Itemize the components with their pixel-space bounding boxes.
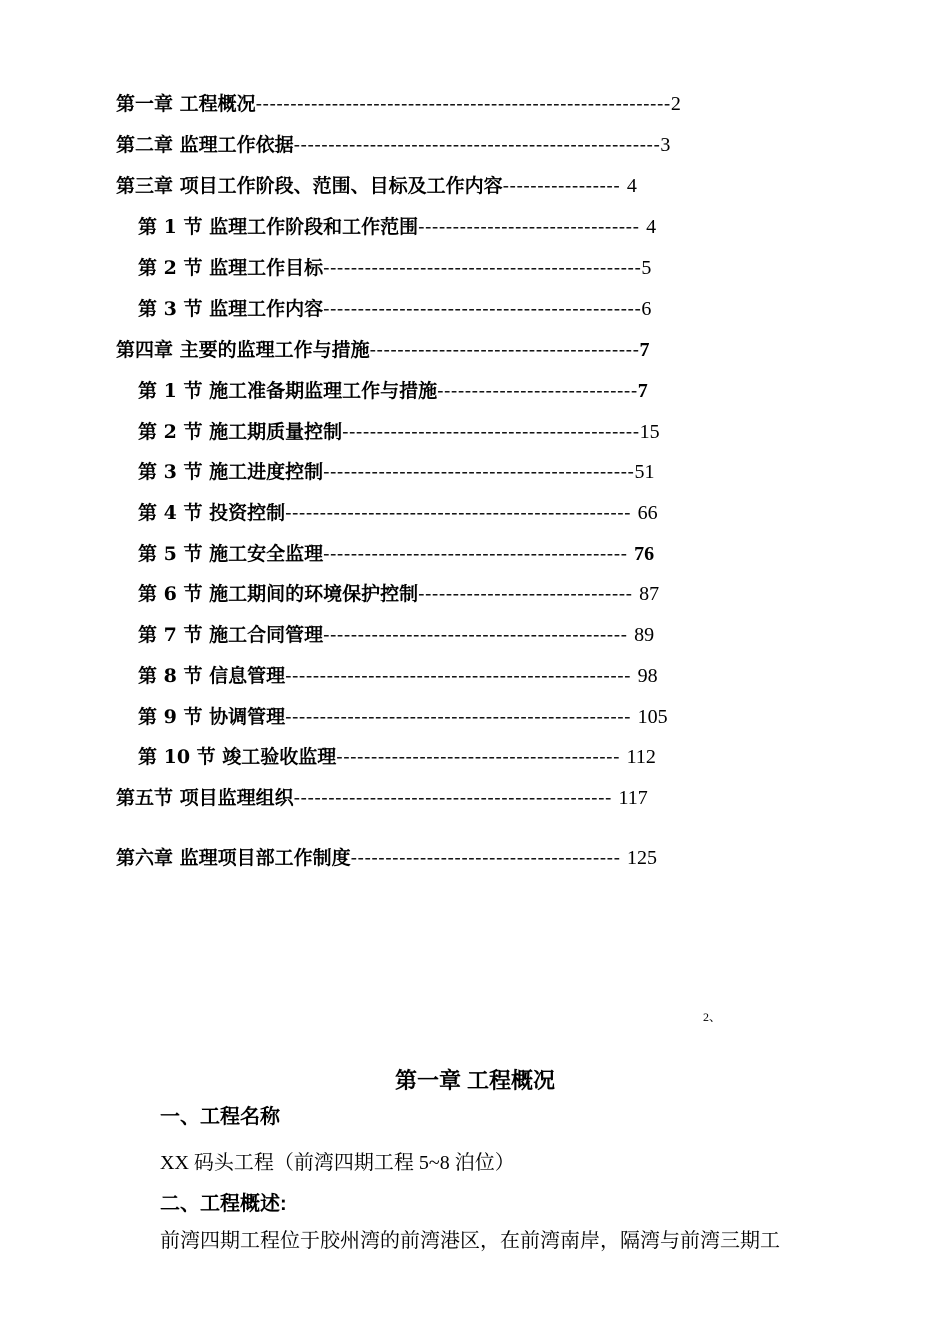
toc-entry-title: 第五节 项目监理组织	[116, 787, 294, 809]
section-title-overview: 二、工程概述:	[160, 1193, 287, 1215]
toc-entry-title: 第 7 节 施工合同管理	[138, 624, 324, 646]
toc-leader-dashes: -----------------	[502, 175, 627, 197]
chapter-heading: 第一章 工程概况	[394, 1068, 556, 1093]
overview-text: 前湾四期工程位于胶州湾的前湾港区，在前湾南岸，隔湾与前湾三期工	[160, 1230, 780, 1252]
toc-entry[interactable]	[138, 745, 656, 769]
toc-entry-page-number: 76	[634, 543, 655, 565]
page-number: 2、	[703, 1010, 722, 1024]
toc-entry-title: 第 4 节 投资控制	[138, 502, 286, 524]
toc-entry[interactable]	[138, 460, 654, 484]
toc-entry-title: 第 2 节 监理工作目标	[138, 257, 324, 279]
toc-leader-dashes: ----------------------------------------------	[323, 298, 642, 320]
toc-leader-dashes: --------------------------------------------------	[285, 502, 638, 524]
toc-entry[interactable]	[116, 174, 637, 198]
toc-entry[interactable]	[116, 846, 657, 870]
toc-leader-dashes: ------------------------------------------------------------	[255, 93, 671, 115]
toc-entry-title: 第 8 节 信息管理	[138, 665, 286, 687]
toc-entry[interactable]	[138, 582, 659, 606]
toc-entry[interactable]	[138, 297, 651, 321]
toc-leader-dashes: ----------------------------------------------	[293, 787, 619, 809]
toc-entry-title: 第 1 节 施工准备期监理工作与措施	[138, 380, 438, 402]
toc-entry[interactable]	[138, 215, 656, 239]
toc-leader-dashes: ---------------------------------------	[350, 847, 628, 869]
toc-entry-page-number: 7	[637, 380, 648, 402]
toc-leader-dashes: -----------------------------------------	[336, 746, 627, 768]
toc-leader-dashes: -----------------------------	[437, 380, 638, 402]
toc-leader-dashes: ---------------------------------------	[369, 339, 640, 361]
toc-entry-title: 第 6 节 施工期间的环境保护控制	[138, 583, 419, 605]
toc-entry[interactable]	[138, 379, 648, 403]
toc-leader-dashes: ---------------------------------------------	[323, 461, 635, 483]
toc-entry-title: 第 3 节 施工进度控制	[138, 461, 324, 483]
toc-entry-page-number: 87	[639, 583, 660, 605]
toc-leader-dashes: --------------------------------------------	[323, 543, 635, 565]
toc-entry-page-number: 2	[670, 93, 681, 115]
toc-entry[interactable]	[138, 542, 654, 566]
toc-leader-dashes: --------------------------------------------------	[285, 665, 638, 687]
toc-entry-page-number: 3	[660, 134, 671, 156]
toc-entry-title: 第一章 工程概况	[116, 93, 256, 115]
toc-entry-page-number: 15	[639, 421, 660, 443]
toc-entry[interactable]	[138, 420, 660, 444]
toc-entry[interactable]	[138, 623, 654, 647]
toc-leader-dashes: --------------------------------------------------	[285, 706, 638, 728]
toc-entry-page-number: 112	[626, 746, 656, 768]
toc-entry-page-number: 51	[634, 461, 655, 483]
toc-entry-page-number: 98	[637, 665, 658, 687]
toc-entry-page-number: 125	[627, 847, 658, 869]
toc-entry[interactable]	[116, 133, 670, 157]
toc-entry-page-number: 6	[641, 298, 652, 320]
project-name-text: XX 码头工程（前湾四期工程 5~8 泊位）	[160, 1152, 515, 1174]
toc-entry-title: 第 5 节 施工安全监理	[138, 543, 324, 565]
toc-entry-title: 第 1 节 监理工作阶段和工作范围	[138, 216, 419, 238]
toc-entry[interactable]	[116, 786, 648, 810]
section-title-project-name: 一、工程名称	[160, 1106, 280, 1128]
toc-entry[interactable]	[116, 92, 681, 116]
toc-leader-dashes: --------------------------------------------	[323, 624, 635, 646]
toc-entry-title: 第二章 监理工作依据	[116, 134, 294, 156]
toc-leader-dashes: --------------------------------	[418, 216, 647, 238]
toc-entry[interactable]	[138, 664, 658, 688]
toc-leader-dashes: -------------------------------	[418, 583, 640, 605]
toc-entry-title: 第 2 节 施工期质量控制	[138, 421, 343, 443]
toc-entry-page-number: 66	[637, 502, 658, 524]
toc-entry-title: 第六章 监理项目部工作制度	[116, 847, 351, 869]
toc-entry-page-number: 7	[639, 339, 650, 361]
toc-entry-page-number: 105	[637, 706, 668, 728]
toc-entry[interactable]	[138, 501, 658, 525]
toc-entry[interactable]	[116, 338, 650, 362]
toc-leader-dashes: ----------------------------------------------	[323, 257, 642, 279]
toc-entry-title: 第 9 节 协调管理	[138, 706, 286, 728]
toc-entry-page-number: 89	[634, 624, 655, 646]
toc-entry-page-number: 4	[626, 175, 637, 197]
toc-entry-page-number: 117	[618, 787, 648, 809]
toc-entry[interactable]	[138, 256, 651, 280]
toc-entry-title: 第四章 主要的监理工作与措施	[116, 339, 370, 361]
toc-entry-page-number: 4	[646, 216, 657, 238]
toc-entry-title: 第 3 节 监理工作内容	[138, 298, 324, 320]
toc-leader-dashes: -----------------------------------------------------	[293, 134, 661, 156]
toc-entry-page-number: 5	[641, 257, 652, 279]
toc-leader-dashes: -------------------------------------------	[342, 421, 640, 443]
toc-entry-title: 第三章 项目工作阶段、范围、目标及工作内容	[116, 175, 503, 197]
toc-entry[interactable]	[138, 705, 668, 729]
toc-entry-title: 第 10 节 竣工验收监理	[138, 746, 337, 768]
